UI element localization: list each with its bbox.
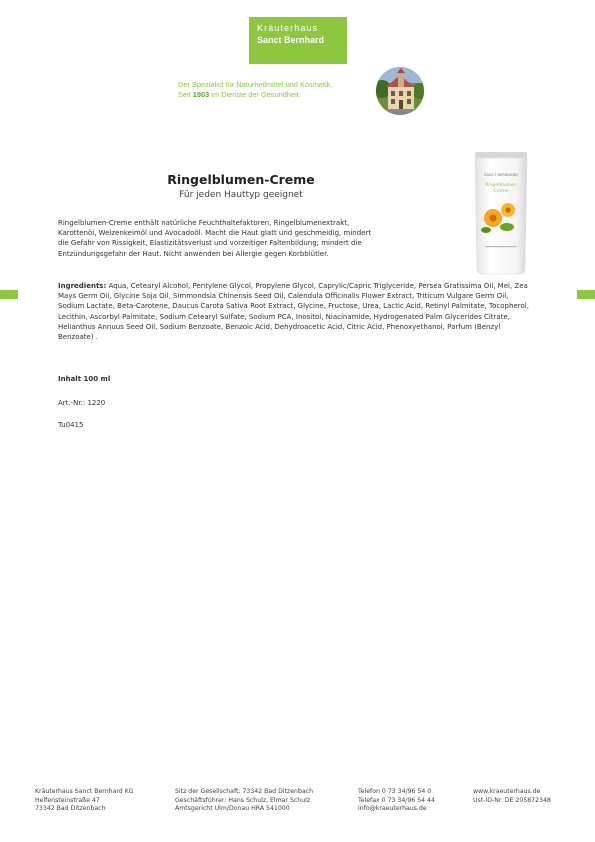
footer-text: Amtsgericht Ulm/Donau HRA 541000: [175, 805, 290, 813]
company-building-photo: [376, 67, 424, 115]
right-fold-mark: [577, 290, 595, 299]
slogan-line-2: Seit 1903 im Dienste der Gesundheit.: [178, 90, 301, 99]
footer-vat-id: Ust-ID-Nr. DE 205872348: [473, 796, 551, 804]
article-number: Art.-Nr.: 1220: [58, 399, 106, 407]
footer-legal: [175, 788, 313, 814]
content-volume: Inhalt 100 ml: [58, 375, 111, 383]
company-logo: [249, 17, 347, 64]
ingredients-block: [58, 281, 534, 342]
footer-text: Sitz der Gesellschaft: 73342 Bad Ditzenbach: [175, 788, 313, 795]
product-description: [58, 218, 418, 259]
description-line: Ringelblumen-Creme enthält natürliche Feuchthaltefaktoren, Ringelblumenextrakt,: [58, 219, 350, 227]
tube-brand-label: SANCT BERNHARD: [484, 173, 518, 177]
document-code: Tu0415: [58, 421, 84, 429]
footer-text: Helfensteinstraße 47: [35, 796, 100, 804]
tube-product-name-2: Creme: [493, 189, 509, 194]
ingredients-list: Aqua, Cetearyl Alcohol, Pentylene Glycol, Propylene Glycol, Caprylic/Capric Triglyceride, Persea Gratissima Oil, Mel, Zea Mays Germ Oil, Glycine Soja Oil, Simmondsia Chinensis Seed Oil, Calendula Officinalis Flower Extract, Triticum Vulgare Germ Oil, Sodium Lactate, Beta-Carotene, Daucus Carota Sativa Root Extract, Glycine, Fructose, Urea, Lactic Acid, Retinyl Palmitate, Tocopherol, Lecithin, Ascorbyl Palmitate, Sodium Cetearyl Sulfate, Sodium PCA, Inositol, Niacinamide, Hydrogenated Palm Glycerides Citrate, Helianthus Annuus Seed Oil, Sodium Benzoate, Benzoic Acid, Dehydroacetic Acid, Citric Acid, Phenoxyethanol, Parfum (Benzyl Benzoate) .: [58, 282, 529, 342]
description-line: Karottenöl, Weizenkeimöl und Avocadoöl. Macht die Haut glatt und geschmeidig, mindert: [58, 229, 372, 238]
footer-contact: [358, 788, 435, 814]
footer-phone: Telefon 0 73 34/96 54 0: [358, 788, 432, 795]
footer-website-link[interactable]: www.kraeuterhaus.de: [473, 788, 541, 795]
left-fold-mark: [0, 290, 18, 299]
footer-fax: Telefax 0 73 34/96 54 44: [358, 796, 435, 804]
slogan-year: 1903: [192, 90, 210, 99]
footer-address: [35, 788, 134, 814]
description-line: Entzündungsgefahr der Haut. Nicht anwenden bei Allergie gegen Korbblütler.: [58, 249, 329, 258]
tube-product-name-1: Ringelblumen: [485, 183, 517, 188]
logo-line-2: Sanct Bernhard: [257, 35, 325, 45]
footer-text: Kräuterhaus Sanct Bernhard KG: [35, 788, 134, 795]
company-slogan: [178, 80, 378, 100]
footer-text: 73342 Bad Ditzenbach: [35, 805, 106, 813]
product-tube-image: [471, 150, 531, 278]
footer-email-link[interactable]: info@kraeuterhaus.de: [358, 805, 427, 813]
slogan-line-1: Der Spezialist für Naturheilmittel und Kosmetik.: [178, 80, 333, 89]
footer-web: [473, 788, 551, 805]
ingredients-label: Ingredients:: [58, 282, 107, 290]
description-line: die Gefahr von Rissigkeit, Elastizitätsverlust und vorzeitiger Faltenbildung; mindert die: [58, 239, 362, 248]
product-subtitle: Für jeden Hauttyp geeignet: [179, 190, 303, 200]
product-title: Ringelblumen-Creme: [167, 172, 315, 187]
footer-text: Geschäftsführer: Hans Schulz, Elmar Schulz: [175, 796, 311, 804]
logo-line-1: Kräuterhaus: [257, 23, 319, 33]
